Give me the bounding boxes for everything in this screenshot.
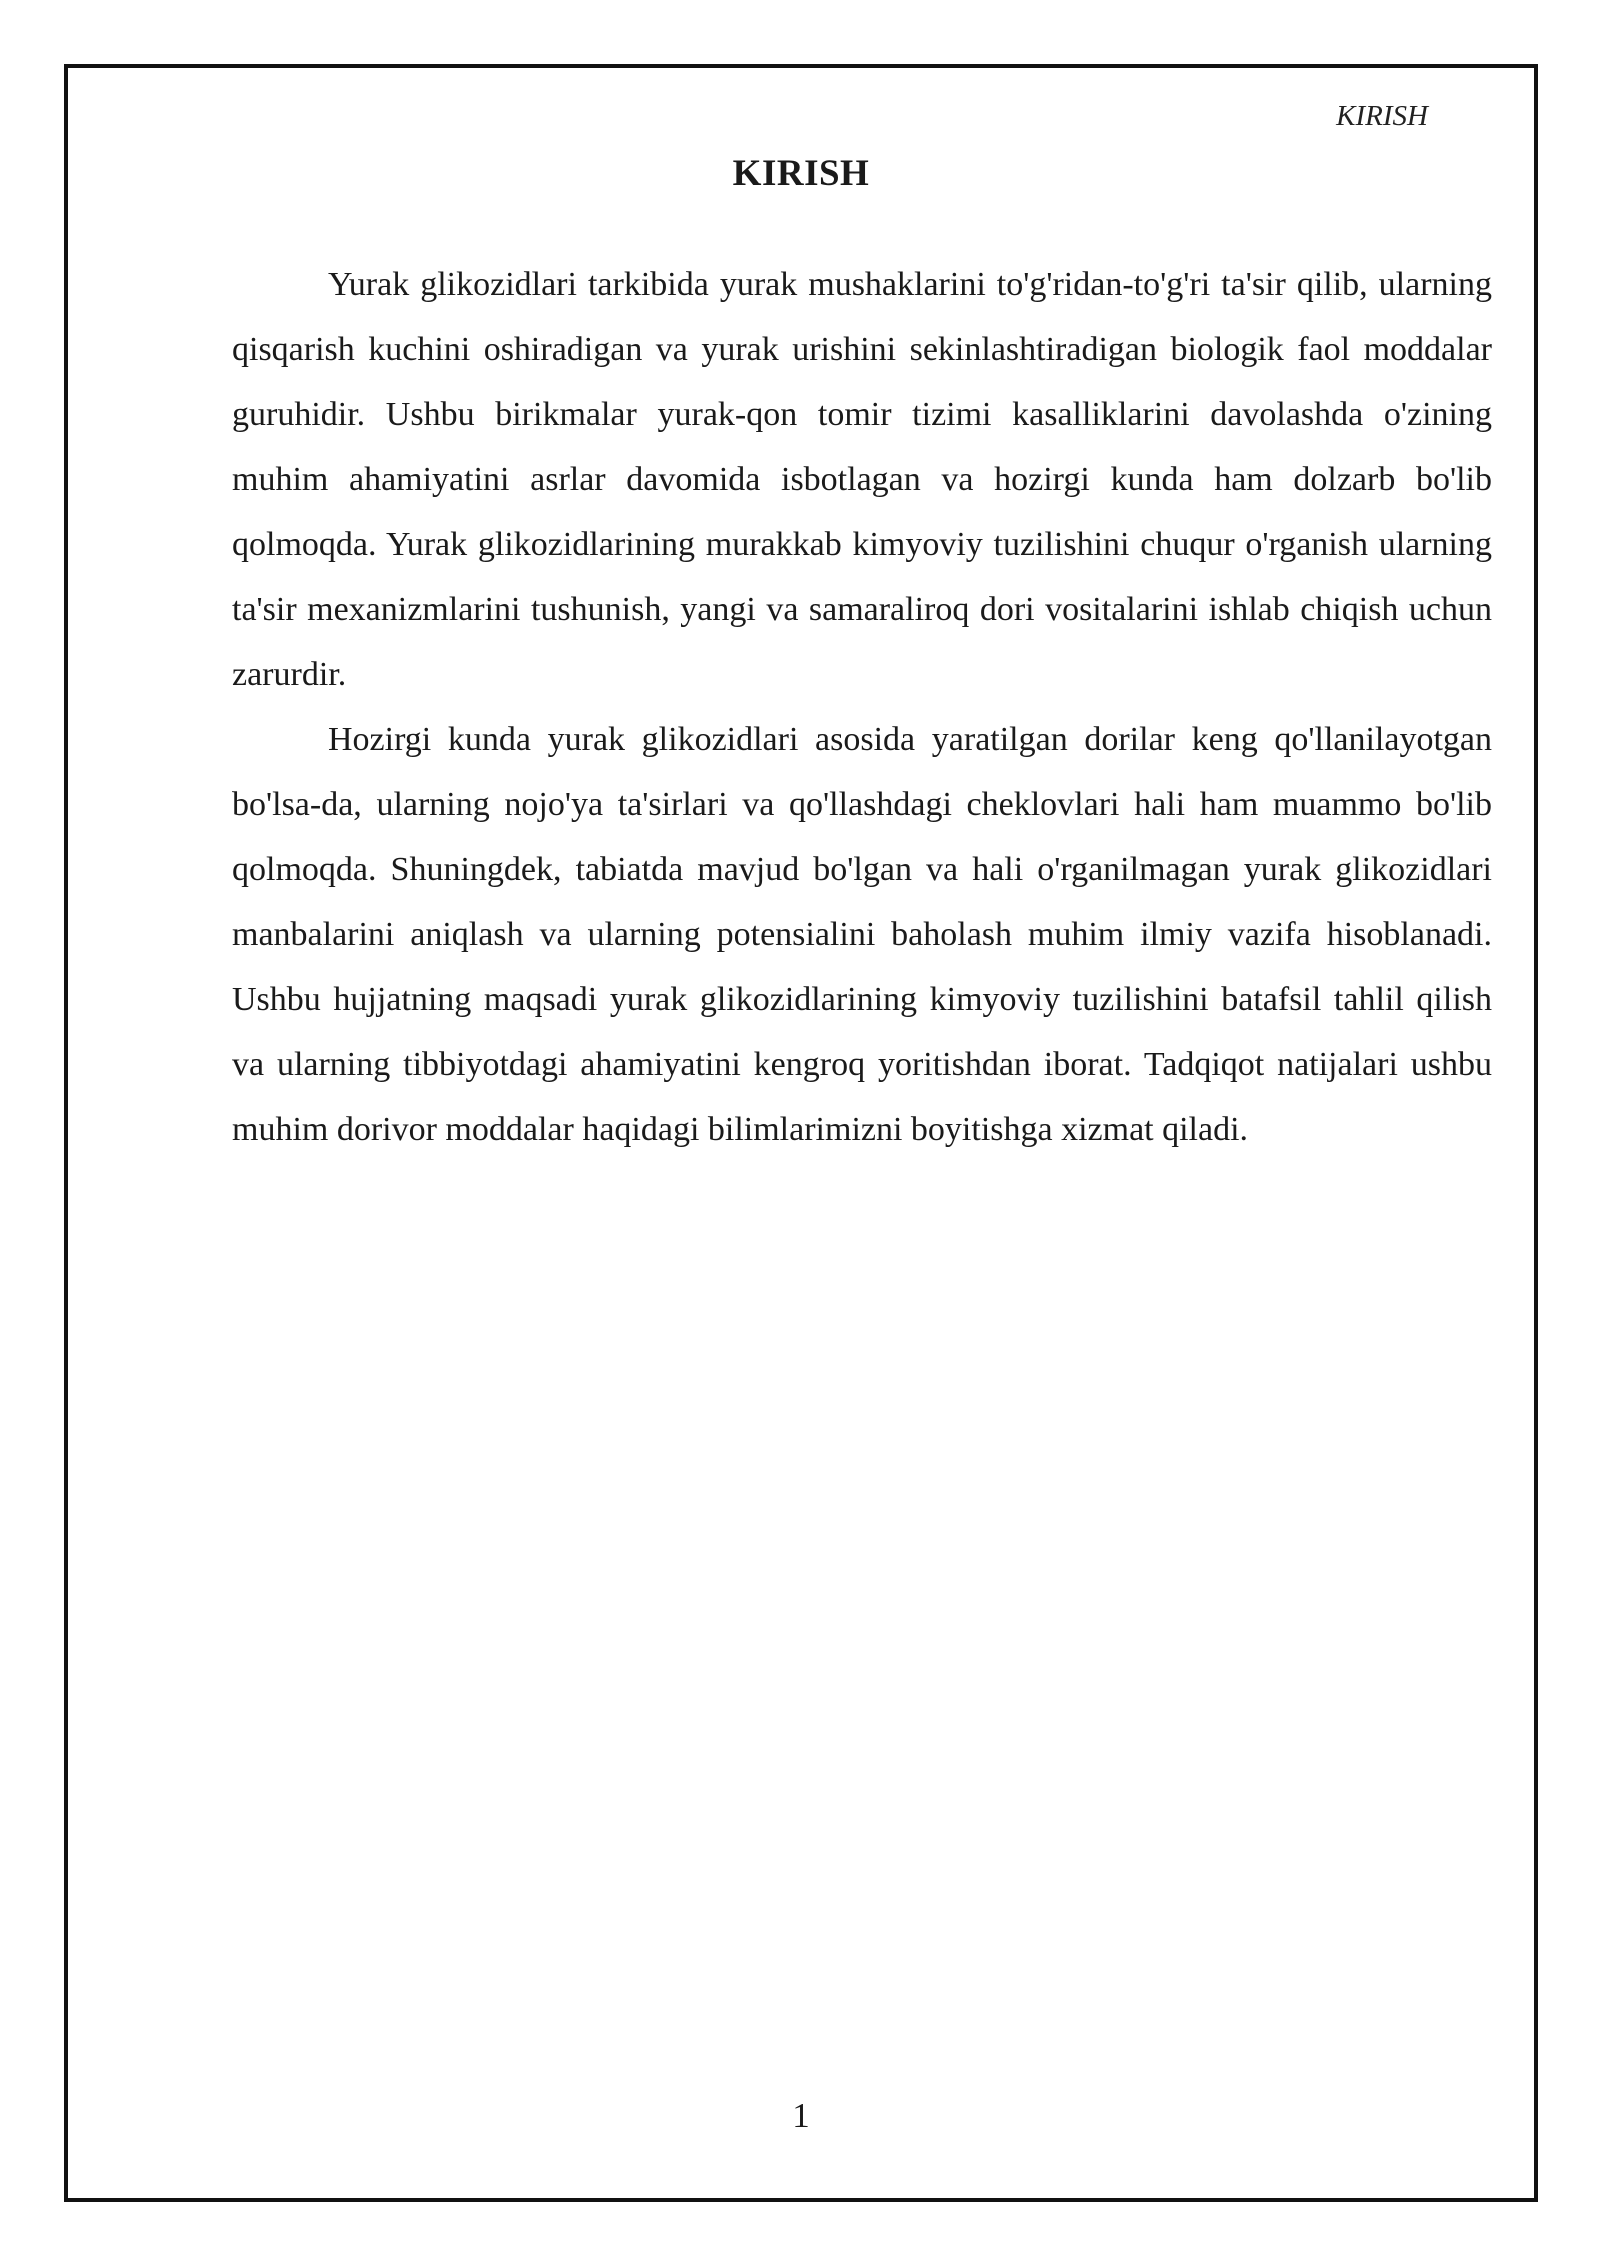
document-title: KIRISH [732, 153, 870, 194]
paragraph: Yurak glikozidlari tarkibida yurak mushaklarini to'g'ridan-to'g'ri ta'sir qilib, ularning qisqarish kuchini oshiradigan va yurak urishini sekinlashtiradigan biologik faol moddalar guruhidir. Ushbu birikmalar yurak-qon tomir tizimi kasalliklarini davolashda o'zining muhim ahamiyatini asrlar davomida isbotlagan va hozirgi kunda ham dolzarb bo'lib qolmoqda. Yurak glikozidlarining murakkab kimyoviy tuzilishini chuqur o'rganish ularning ta'sir mexanizmlarini tushunish, yangi va samaraliroq dori vositalarini ishlab chiqish uchun zarurdir. [232, 266, 1492, 693]
body-text [232, 252, 1492, 1162]
page-number: 1 [792, 2096, 810, 2135]
page-frame [64, 64, 1538, 2202]
paragraph: Hozirgi kunda yurak glikozidlari asosida yaratilgan dorilar keng qo'llanilayotgan bo'lsa-da, ularning nojo'ya ta'sirlari va qo'llashdagi cheklovlari hali ham muammo bo'lib qolmoqda. Shuningdek, tabiatda mavjud bo'lgan va hali o'rganilmagan yurak glikozidlari manbalarini aniqlash va ularning potensialini baholash muhim ilmiy vazifa hisoblanadi. Ushbu hujjatning maqsadi yurak glikozidlarining kimyoviy tuzilishini batafsil tahlil qilish va ularning tibbiyotdagi ahamiyatini kengroq yoritishdan iborat. Tadqiqot natijalari ushbu muhim dorivor moddalar haqidagi bilimlarimizni boyitishga xizmat qiladi. [232, 721, 1492, 1148]
running-header: KIRISH [1336, 100, 1428, 132]
